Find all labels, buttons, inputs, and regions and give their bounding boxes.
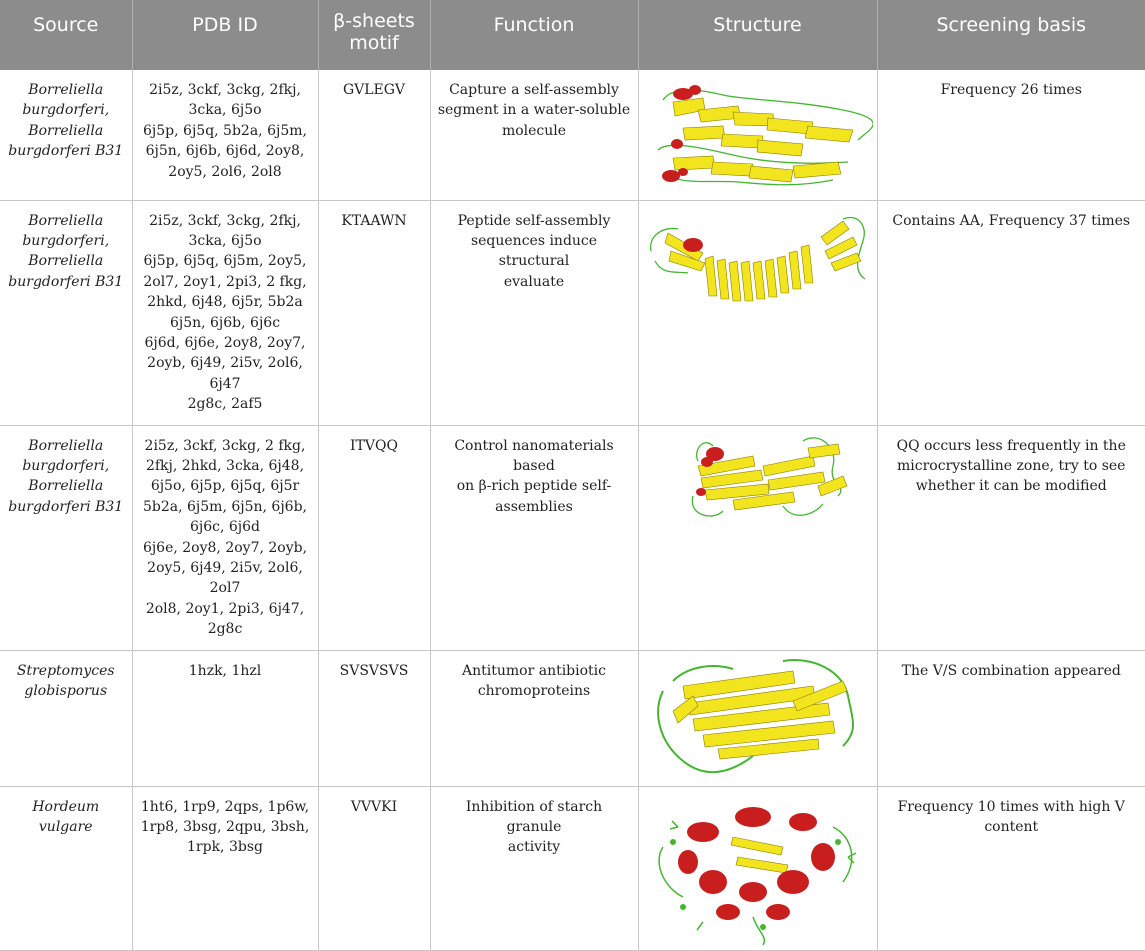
table-row — [0, 70, 1145, 200]
screening-basis-cell: Frequency 26 times — [877, 70, 1145, 200]
source-cell: Borreliella burgdorferi, Borreliella burgdorferi B31 — [0, 70, 132, 200]
pdb-id-cell: 1ht6, 1rp9, 2qps, 1p6w, 1rp8, 3bsg, 2qpu, 3bsh, 1rpk, 3bsg — [132, 786, 318, 950]
structure-cell — [638, 425, 877, 650]
screening-basis-cell: Contains AA, Frequency 37 times — [877, 200, 1145, 425]
function-cell: Control nanomaterials based on β-rich peptide self- assemblies — [430, 425, 638, 650]
motif-cell: SVSVSVS — [318, 650, 430, 786]
source-cell: Hordeum vulgare — [0, 786, 132, 950]
beta-sheet-arch-structure — [643, 201, 873, 311]
motif-cell: ITVQQ — [318, 425, 430, 650]
structure-cell — [638, 70, 877, 200]
structure-cell — [638, 786, 877, 950]
header-function: Function — [430, 0, 638, 70]
source-cell: Borreliella burgdorferi, Borreliella burgdorferi B31 — [0, 425, 132, 650]
header-source: Source — [0, 0, 132, 70]
header-motif: β-sheets motif — [318, 0, 430, 70]
table-row — [0, 786, 1145, 950]
header-pdb-id: PDB ID — [132, 0, 318, 70]
beta-solenoid-dimer-structure — [643, 70, 873, 198]
motif-cell: VVVKI — [318, 786, 430, 950]
pdb-id-cell: 2i5z, 3ckf, 3ckg, 2fkj, 3cka, 6j5o 6j5p, 6j5q, 5b2a, 6j5m, 6j5n, 6j6b, 6j6d, 2oy8, 2oy5, 2ol6, 2ol8 — [132, 70, 318, 200]
alpha-helical-enzyme-structure — [643, 787, 873, 947]
beta-sandwich-structure — [643, 651, 873, 779]
table-row — [0, 650, 1145, 786]
function-cell: Peptide self-assembly sequences induce structural evaluate — [430, 200, 638, 425]
function-cell: Capture a self-assembly segment in a water-soluble molecule — [430, 70, 638, 200]
function-cell: Antitumor antibiotic chromoproteins — [430, 650, 638, 786]
table-row — [0, 200, 1145, 425]
source-cell: Borreliella burgdorferi, Borreliella burgdorferi B31 — [0, 200, 132, 425]
screening-basis-cell: The V/S combination appeared — [877, 650, 1145, 786]
pdb-id-cell: 1hzk, 1hzl — [132, 650, 318, 786]
function-cell: Inhibition of starch granule activity — [430, 786, 638, 950]
pdb-id-cell: 2i5z, 3ckf, 3ckg, 2fkj, 3cka, 6j5o 6j5p, 6j5q, 6j5m, 2oy5, 2ol7, 2oy1, 2pi3, 2 fkg, 2hkd, 6j48, 6j5r, 5b2a 6j5n, 6j6b, 6j6c 6j6d, 6j6e, 2oy8, 2oy7, 2oyb, 6j49, 2i5v, 2ol6, 6j47 2g8c, 2af5 — [132, 200, 318, 425]
pdb-id-cell: 2i5z, 3ckf, 3ckg, 2 fkg, 2fkj, 2hkd, 3cka, 6j48, 6j5o, 6j5p, 6j5q, 6j5r 5b2a, 6j5m, 6j5n, 6j6b, 6j6c, 6j6d 6j6e, 2oy8, 2oy7, 2oyb, 2oy5, 6j49, 2i5v, 2ol6, 2ol7 2ol8, 2oy1, 2pi3, 6j47, 2g8c — [132, 425, 318, 650]
table-row — [0, 425, 1145, 650]
motif-cell: GVLEGV — [318, 70, 430, 200]
beta-sheet-compact-structure — [643, 426, 873, 531]
header-structure: Structure — [638, 0, 877, 70]
structure-cell — [638, 200, 877, 425]
source-cell: Streptomyces globisporus — [0, 650, 132, 786]
structure-cell — [638, 650, 877, 786]
header-screening-basis: Screening basis — [877, 0, 1145, 70]
header-row — [0, 0, 1145, 70]
screening-basis-cell: Frequency 10 times with high V content — [877, 786, 1145, 950]
screening-basis-cell: QQ occurs less frequently in the microcrystalline zone, try to see whether it can be modified — [877, 425, 1145, 650]
motif-cell: KTAAWN — [318, 200, 430, 425]
